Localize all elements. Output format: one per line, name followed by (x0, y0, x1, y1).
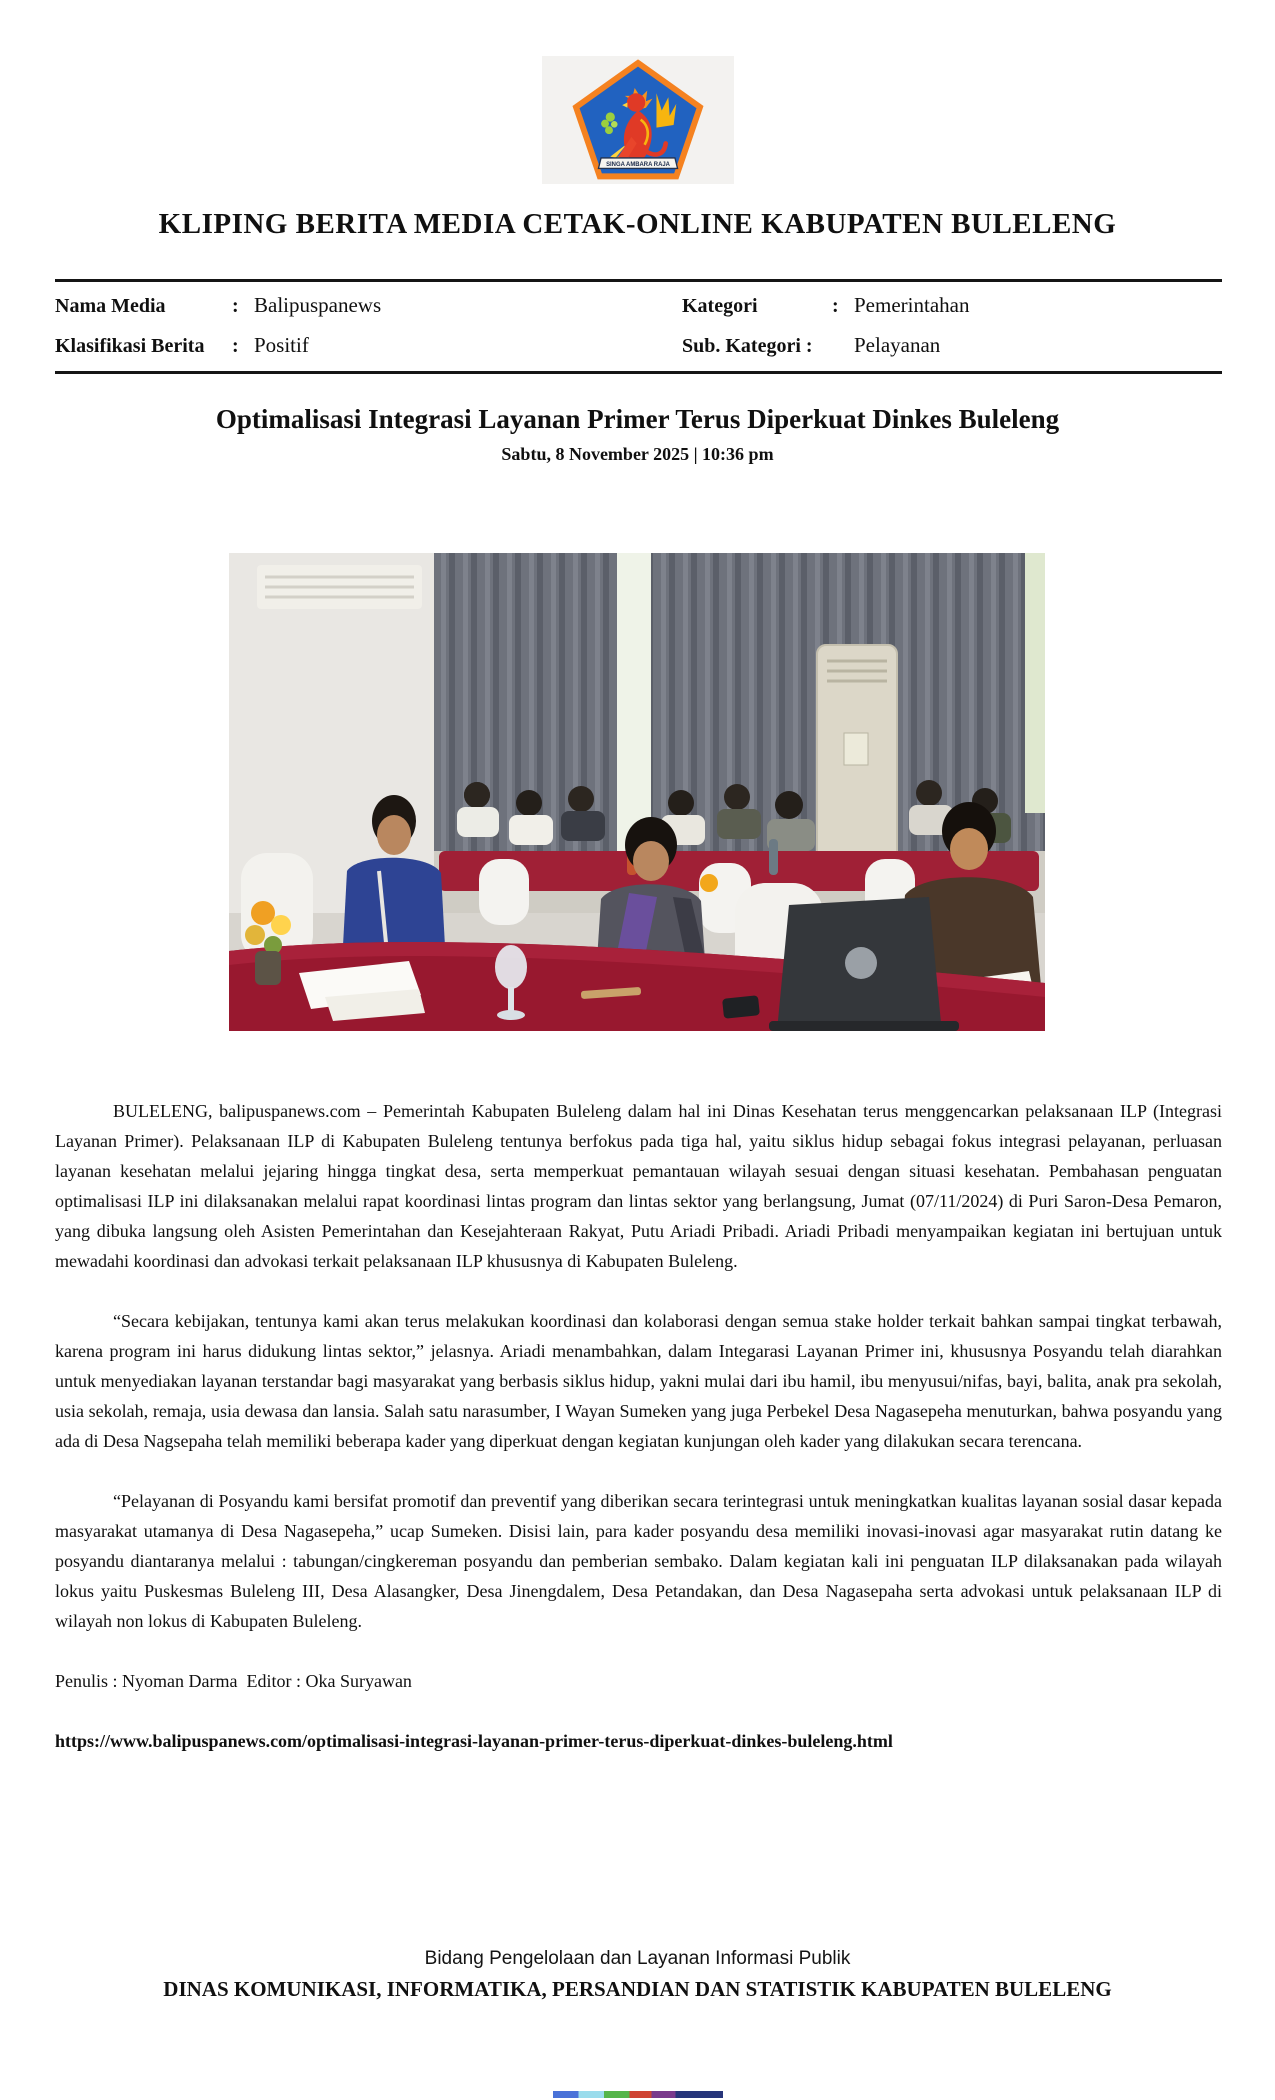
meeting-photo-illustration (229, 553, 1045, 1031)
photo-ac-vent (257, 565, 422, 609)
divider-meta (55, 371, 1222, 374)
document-footer (0, 1948, 1275, 2002)
meta-colon: : (232, 295, 239, 317)
decorative-color-strip (553, 2091, 723, 2098)
meta-label-nama-media: Nama Media (55, 295, 166, 317)
photo-window-right (1025, 553, 1045, 813)
article-photo (229, 553, 1045, 1031)
meta-value-sub-kategori: Pelayanan (854, 333, 941, 357)
photo-standing-ac (817, 645, 897, 861)
meta-colon: : (232, 335, 239, 357)
footer-dinas-line: DINAS KOMUNIKASI, INFORMATIKA, PERSANDIAN DAN STATISTIK KABUPATEN BULELENG (163, 1977, 1112, 2001)
meta-label-sub-kategori: Sub. Kategori : (682, 335, 813, 357)
svg-text:SINGA AMBARA RAJA: SINGA AMBARA RAJA (605, 161, 670, 168)
article-title: Optimalisasi Integrasi Layanan Primer Terus Diperkuat Dinkes Buleleng (215, 404, 1060, 434)
photo-window-gap (617, 553, 651, 858)
meta-value-nama-media: Balipuspanews (254, 293, 382, 317)
meta-value-klasifikasi: Positif (254, 333, 309, 357)
metadata-table (55, 293, 1222, 358)
photo-phone (722, 995, 760, 1019)
divider-top (55, 279, 1222, 282)
article-source-url: https://www.balipuspanews.com/optimalisasi-integrasi-layanan-primer-terus-diperkuat-dinkes-buleleng.html (55, 1731, 893, 1751)
paragraph-2: “Secara kebijakan, tentunya kami akan terus melakukan koordinasi dan kolaborasi dengan semua stake holder terkait bahkan sampai tingkat terbawah, karena program ini harus didukung lintas sektor,” jelasnya. Ariadi menambahkan, dalam Integarasi Layanan Primer ini, khususnya Posyandu telah diarahkan untuk menyediakan layanan terstandar bagi masyarakat yang berbasis siklus hidup, yakni mulai dari ibu hamil, ibu menyusui/nifas, bayi, balita, anak pra sekolah, usia sekolah, remaja, usia dewasa dan lansia. Salah satu narasumber, I Wayan Sumeken yang juga Perbekel Desa Nagasepeha menuturkan, bahwa posyandu yang ada di Desa Nagsepaha telah memiliki beberapa kader yang diperkuat dengan kegiatan kunjungan oleh kader yang dilakukan secara terencana. (55, 1311, 1222, 1451)
author-editor-line: Penulis : Nyoman Darma Editor : Oka Suryawan (55, 1671, 412, 1691)
paragraph-1: BULELENG, balipuspanews.com – Pemerintah Kabupaten Buleleng dalam hal ini Dinas Kesehatan terus menggencarkan pelaksanaan ILP (Integrasi Layanan Primer). Pelaksanaan ILP di Kabupaten Buleleng tentunya berfokus pada tiga hal, yaitu siklus hidup sebagai fokus integrasi pelayanan, perluasan layanan kesehatan melalui jejaring hingga tingkat desa, serta memperkuat pemantauan wilayah sesuai dengan situasi kesehatan. Pembahasan penguatan optimalisasi ILP ini dilaksanakan melalui rapat koordinasi lintas program dan lintas sektor yang berlangsung, Jumat (07/11/2024) di Puri Saron-Desa Pemaron, yang dibuka langsung oleh Asisten Pemerintahan dan Kesejahteraan Rakyat, Putu Ariadi Pribadi. Ariadi Pribadi menyampaikan kegiatan ini bertujuan untuk mewadahi koordinasi dan advokasi terkait pelaksanaan ILP khususnya di Kabupaten Buleleng. (55, 1101, 1222, 1271)
article-body (55, 1096, 1222, 1786)
paragraph-3: “Pelayanan di Posyandu kami bersifat promotif dan preventif yang diberikan secara terintegrasi untuk meningkatkan kualitas layanan sosial dasar kepada masyarakat utamanya di Desa Nagasepeha,” ucap Sumeken. Disisi lain, para kader posyandu desa memiliki inovasi-inovasi agar masyarakat rutin datang ke posyandu diantaranya melalui : tabungan/cingkereman posyandu dan pemberian sembako. Dalam kegiatan kali ini penguatan ILP dilaksanakan pada wilayah lokus yaitu Puskesmas Buleleng III, Desa Alasangker, Desa Jinengdalem, Desa Petandakan, dan Desa Nagasepaha serta advokasi untuk pelaksanaan ILP di wilayah non lokus di Kabupaten Buleleng. (55, 1491, 1222, 1631)
meta-colon: : (832, 295, 839, 317)
meta-value-kategori: Pemerintahan (854, 293, 970, 317)
document-title: KLIPING BERITA MEDIA CETAK-ONLINE KABUPATEN BULELENG (158, 208, 1117, 240)
logo-tile (542, 56, 734, 184)
buleleng-crest-icon (572, 59, 704, 181)
meta-label-klasifikasi: Klasifikasi Berita (55, 335, 205, 357)
article-date: Sabtu, 8 November 2025 | 10:36 pm (501, 444, 774, 464)
photo-laptop (769, 897, 959, 1031)
footer-bidang-line: Bidang Pengelolaan dan Layanan Informasi Publik (424, 1948, 851, 1969)
crest-banner (598, 158, 677, 169)
meta-label-kategori: Kategori (682, 295, 758, 317)
